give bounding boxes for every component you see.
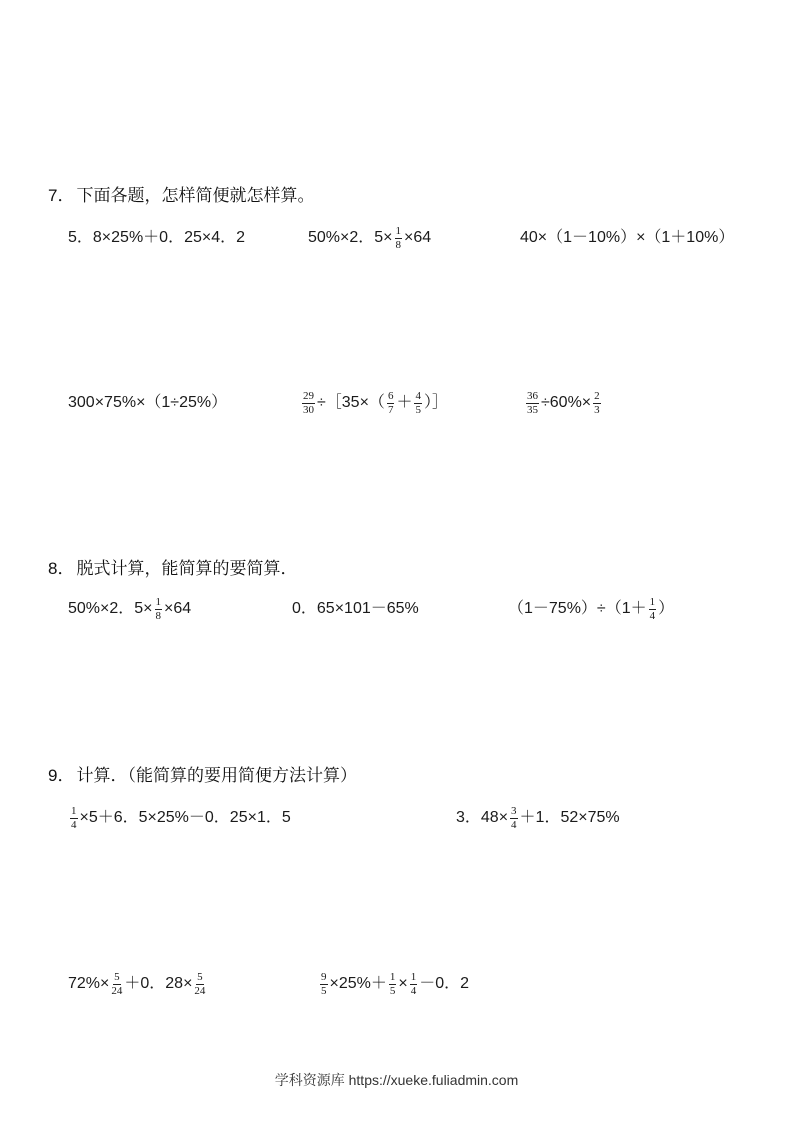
fraction-denominator: 24	[111, 984, 123, 997]
fraction-denominator: 7	[387, 403, 394, 416]
expression-text: ×5＋6．5×25%－0．25×1．5	[79, 809, 291, 826]
fraction-numerator: 1	[649, 595, 656, 608]
question-title: 脱式计算，能简算的要简算．	[76, 559, 298, 578]
fraction-numerator: 29	[303, 389, 314, 402]
fraction	[593, 391, 601, 416]
fraction-denominator: 4	[410, 984, 417, 997]
expression-text: 3．48×	[456, 809, 509, 826]
q7-expression-5	[300, 389, 448, 417]
expression-text: ×64	[404, 229, 432, 246]
fraction	[111, 972, 122, 997]
q8-expression-2	[292, 595, 419, 623]
expression-text: 40×（1－10%）×（1＋10%）	[520, 229, 735, 246]
q9-expression-2	[456, 804, 620, 832]
question-7-heading	[48, 186, 314, 206]
fraction-numerator: 3	[511, 804, 517, 817]
fraction-numerator: 1	[389, 970, 396, 983]
fraction	[302, 391, 315, 416]
question-number: 8．	[48, 559, 75, 578]
fraction-numerator: 6	[387, 389, 394, 402]
fraction	[410, 972, 418, 997]
fraction	[194, 972, 205, 997]
q7-expression-4	[68, 389, 227, 417]
fraction-numerator: 1	[410, 970, 417, 983]
expression-text: ）］	[423, 394, 448, 411]
expression-text: ×64	[164, 600, 192, 617]
q8-expression-1	[68, 595, 191, 623]
fraction-denominator: 4	[71, 818, 77, 831]
fraction-numerator: 1	[155, 595, 162, 608]
fraction-denominator: 4	[511, 818, 517, 831]
fraction-denominator: 30	[303, 403, 314, 416]
fraction-denominator: 24	[194, 984, 206, 997]
q7-expression-2	[308, 224, 431, 252]
expression-text: ）	[658, 600, 675, 617]
fraction	[414, 391, 422, 416]
fraction-denominator: 8	[395, 238, 402, 251]
expression-text: 5．8×25%＋0．25×4．2	[68, 229, 246, 246]
expression-text: 300×75%×（1÷25%）	[68, 394, 228, 411]
expression-text: 50%×2．5×	[68, 600, 153, 617]
expression-text: ＋	[396, 394, 413, 411]
fraction	[510, 806, 518, 831]
question-title: 下面各题，怎样简便就怎样算。	[76, 186, 315, 205]
fraction-numerator: 2	[594, 389, 600, 402]
fraction	[389, 972, 397, 997]
fraction-denominator: 5	[389, 984, 396, 997]
q9-expression-3	[68, 970, 207, 998]
page-footer: 学科资源库 https://xueke.fuliadmin.com	[274, 1072, 519, 1088]
expression-text: ÷［35×（	[317, 394, 385, 411]
question-8-heading	[48, 559, 297, 579]
fraction-denominator: 3	[594, 403, 600, 416]
q7-expression-3	[520, 224, 734, 252]
fraction	[387, 391, 395, 416]
expression-text: ×25%＋	[329, 975, 387, 992]
fraction	[155, 597, 163, 622]
question-number: 7．	[48, 186, 75, 205]
fraction-numerator: 5	[197, 970, 203, 983]
fraction	[70, 806, 78, 831]
q9-expression-1	[68, 804, 291, 832]
expression-text: 72%×	[68, 975, 110, 992]
fraction	[649, 597, 657, 622]
q8-expression-3	[508, 595, 674, 623]
question-title: 计算．（能简算的要用简便方法计算）	[76, 766, 357, 785]
fraction-numerator: 36	[527, 389, 538, 402]
expression-text: ×	[398, 975, 408, 992]
fraction-numerator: 1	[71, 804, 77, 817]
expression-text: ＋0．28×	[124, 975, 193, 992]
expression-text: 0．65×101－65%	[292, 600, 419, 617]
expression-text: ÷60%×	[541, 394, 592, 411]
q7-expression-1	[68, 224, 245, 252]
fraction-numerator: 4	[415, 389, 421, 402]
fraction-numerator: 9	[321, 970, 327, 983]
fraction-denominator: 5	[415, 403, 421, 416]
fraction-numerator: 5	[114, 970, 120, 983]
question-9-heading	[48, 766, 357, 786]
expression-text: 50%×2．5×	[308, 229, 393, 246]
fraction-numerator: 1	[395, 224, 402, 237]
expression-text: ＋1．52×75%	[519, 809, 620, 826]
fraction	[320, 972, 328, 997]
fraction-denominator: 4	[649, 609, 656, 622]
fraction-denominator: 8	[155, 609, 162, 622]
q9-expression-4	[318, 970, 469, 998]
expression-text: （1－75%）÷（1＋	[508, 600, 647, 617]
fraction	[395, 226, 403, 251]
expression-text: －0．2	[419, 975, 470, 992]
fraction	[526, 391, 539, 416]
q7-expression-6	[524, 389, 603, 417]
fraction-denominator: 5	[321, 984, 327, 997]
fraction-denominator: 35	[527, 403, 538, 416]
question-number: 9．	[48, 766, 75, 785]
